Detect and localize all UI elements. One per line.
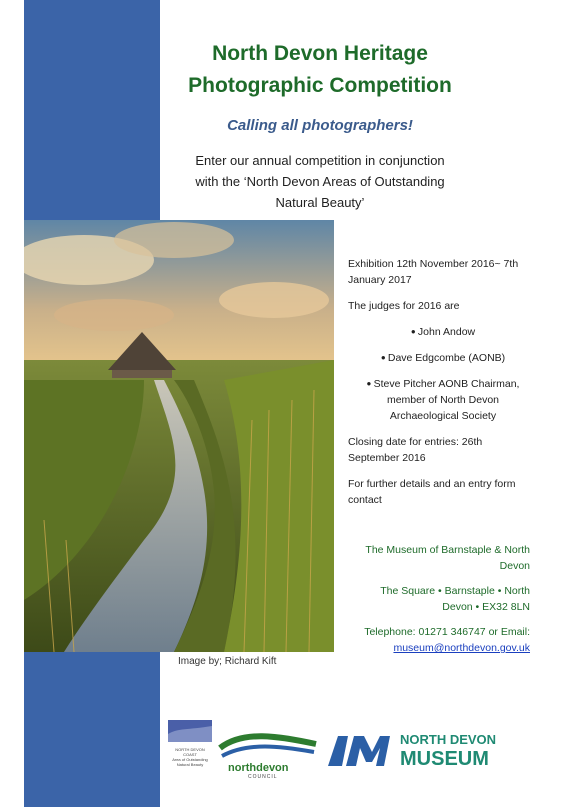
telephone-text: Telephone: 01271 346747 or Email: xyxy=(364,626,530,638)
closing-line-2: September 2016 xyxy=(348,452,426,464)
title-line-1: North Devon Heritage xyxy=(212,42,428,65)
closing-line-1: Closing date for entries: 26th xyxy=(348,436,483,448)
intro-line-3: Natural Beauty’ xyxy=(275,195,365,210)
email-link[interactable]: museum@northdevon.gov.uk xyxy=(393,642,530,654)
logo-row xyxy=(0,712,561,782)
address-line-2: Devon • EX32 8LN xyxy=(442,601,530,613)
judge-item xyxy=(348,350,538,366)
exhibition-line-1: Exhibition 12th November 2016~ 7th xyxy=(348,258,519,270)
details-text xyxy=(348,476,538,508)
museum-logo-line-2: MUSEUM xyxy=(400,748,489,770)
bullet-icon xyxy=(411,326,418,338)
exhibition-dates xyxy=(348,256,538,288)
museum-name xyxy=(340,542,530,574)
bullet-icon xyxy=(381,352,388,364)
north-devon-council-logo xyxy=(218,726,318,782)
bullet-icon xyxy=(367,378,374,390)
page-title xyxy=(160,38,480,102)
aonb-line-2: COAST xyxy=(183,752,197,757)
judges-heading: The judges for 2016 are xyxy=(348,300,460,312)
judge-detail: member of North Devon xyxy=(386,394,500,406)
aonb-text xyxy=(168,747,212,767)
details-line-1: For further details and an entry form xyxy=(348,478,516,490)
aonb-emblem-icon xyxy=(168,720,212,742)
judge-name: Dave Edgcombe (AONB) xyxy=(387,352,506,364)
info-panel xyxy=(348,256,538,518)
north-devon-museum-logo xyxy=(328,732,498,772)
intro-line-1: Enter our annual competition in conjunction xyxy=(195,153,445,168)
judge-name: Steve Pitcher AONB Chairman, xyxy=(373,378,520,390)
closing-date xyxy=(348,434,538,466)
museum-address xyxy=(340,583,530,615)
museum-logo-line-1: NORTH DEVON xyxy=(400,732,497,747)
contact-block xyxy=(340,542,530,665)
intro-text xyxy=(160,150,480,213)
judge-detail: Archaeological Society xyxy=(389,410,497,422)
aonb-line-4: Natural Beauty xyxy=(176,762,204,767)
landscape-photo xyxy=(24,220,334,652)
council-name: northdevon xyxy=(228,762,289,774)
judge-item xyxy=(348,324,538,340)
contact-phone-email xyxy=(340,624,530,656)
subtitle: Calling all photographers! xyxy=(227,117,413,134)
aonb-logo xyxy=(168,720,212,767)
museum-line-2: Devon xyxy=(499,560,530,572)
aonb-line-3: Area of Outstanding xyxy=(172,757,208,762)
museum-line-1: The Museum of Barnstaple & North xyxy=(365,544,530,556)
aonb-line-1: NORTH DEVON xyxy=(175,747,205,752)
title-line-2: Photographic Competition xyxy=(188,74,452,97)
judge-item xyxy=(348,376,538,424)
judge-name: John Andow xyxy=(417,326,476,338)
council-wave-icon xyxy=(218,726,318,762)
intro-line-2: with the ‘North Devon Areas of Outstanding xyxy=(195,174,445,189)
photo-credit: Image by; Richard Kift xyxy=(178,656,277,667)
exhibition-line-2: January 2017 xyxy=(348,274,412,286)
council-sub: COUNCIL xyxy=(248,774,278,780)
museum-emblem-icon xyxy=(328,732,398,768)
details-line-2: contact xyxy=(348,494,382,506)
address-line-1: The Square • Barnstaple • North xyxy=(380,585,530,597)
